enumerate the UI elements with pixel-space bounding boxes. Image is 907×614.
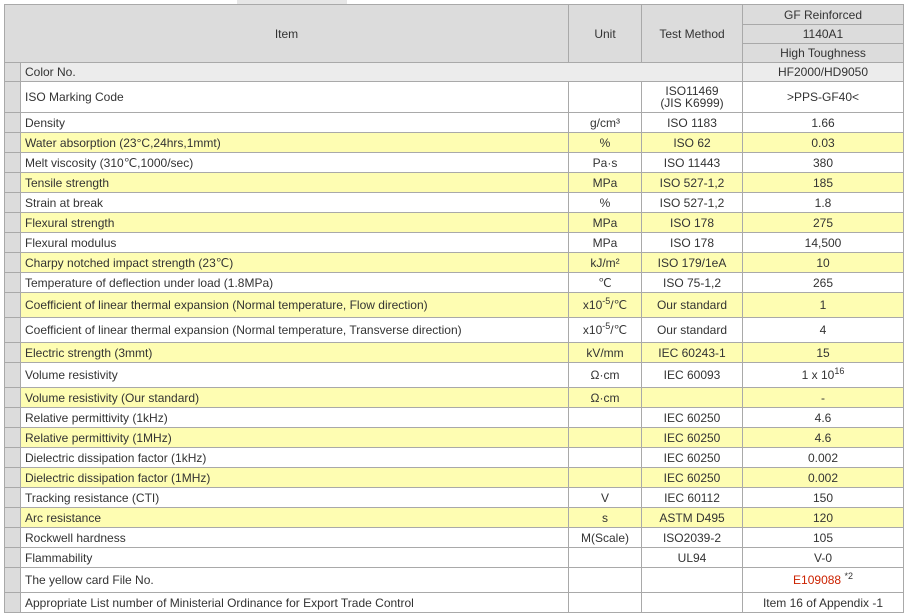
row-method: ISO 75-1,2 <box>642 273 743 293</box>
row-value: >PPS-GF40< <box>743 82 904 113</box>
row-unit: Pa·s <box>569 153 642 173</box>
unit-base: x10 <box>582 323 603 337</box>
row-value: 15 <box>743 343 904 363</box>
header-item: Item <box>5 5 569 63</box>
row-value: 4.6 <box>743 408 904 428</box>
row-method: UL94 <box>642 548 743 568</box>
row-stub <box>5 408 21 428</box>
row-unit <box>569 468 642 488</box>
row-item: ISO Marking Code <box>21 82 569 113</box>
unit-tail: /℃ <box>610 298 628 312</box>
table-row <box>5 408 904 428</box>
row-method <box>642 568 743 593</box>
row-item: Relative permittivity (1MHz) <box>21 428 569 448</box>
row-stub <box>5 363 21 388</box>
row-method: ISO 527-1,2 <box>642 193 743 213</box>
row-unit <box>569 428 642 448</box>
row-stub <box>5 273 21 293</box>
table-row <box>5 233 904 253</box>
row-value: Item 16 of Appendix -1 <box>743 593 904 613</box>
table-row <box>5 363 904 388</box>
row-value: 10 <box>743 253 904 273</box>
row-method: ASTM D495 <box>642 508 743 528</box>
row-stub <box>5 133 21 153</box>
header-grade-line1: GF Reinforced <box>743 5 904 25</box>
row-method: IEC 60250 <box>642 408 743 428</box>
table-row <box>5 153 904 173</box>
table-row <box>5 528 904 548</box>
row-unit: V <box>569 488 642 508</box>
table-row <box>5 113 904 133</box>
row-method: ISO 178 <box>642 233 743 253</box>
row-unit: s <box>569 508 642 528</box>
row-stub <box>5 568 21 593</box>
table-row <box>5 488 904 508</box>
row-item: Volume resistivity <box>21 363 569 388</box>
row-item: Appropriate List number of Ministerial Ordinance for Export Trade Control <box>21 593 569 613</box>
row-method: ISO 527-1,2 <box>642 173 743 193</box>
row-stub <box>5 448 21 468</box>
row-method <box>642 82 743 113</box>
unit-sup: -5 <box>602 321 611 331</box>
table-row <box>5 388 904 408</box>
row-method <box>642 388 743 408</box>
row-stub <box>5 318 21 343</box>
row-unit <box>569 593 642 613</box>
row-stub <box>5 388 21 408</box>
row-method: ISO2039-2 <box>642 528 743 548</box>
row-stub <box>5 233 21 253</box>
row-item: Color No. <box>21 63 743 82</box>
table-row <box>5 253 904 273</box>
row-stub <box>5 593 21 613</box>
row-value: 265 <box>743 273 904 293</box>
row-value: - <box>743 388 904 408</box>
table-row <box>5 448 904 468</box>
row-item: Relative permittivity (1kHz) <box>21 408 569 428</box>
method-line1: ISO11469 <box>665 84 719 98</box>
row-item: Melt viscosity (310℃,1000/sec) <box>21 153 569 173</box>
table-row <box>5 568 904 593</box>
row-unit <box>569 82 642 113</box>
row-stub <box>5 253 21 273</box>
row-item: Volume resistivity (Our standard) <box>21 388 569 408</box>
row-value: 0.002 <box>743 448 904 468</box>
row-unit <box>569 408 642 428</box>
unit-tail: /℃ <box>610 323 628 337</box>
row-value: 1.66 <box>743 113 904 133</box>
row-method: IEC 60250 <box>642 428 743 448</box>
row-value: 0.002 <box>743 468 904 488</box>
row-unit: MPa <box>569 173 642 193</box>
row-unit <box>569 568 642 593</box>
table-row <box>5 193 904 213</box>
row-stub <box>5 193 21 213</box>
row-value: 380 <box>743 153 904 173</box>
row-unit: % <box>569 193 642 213</box>
table-row <box>5 82 904 113</box>
row-method: ISO 62 <box>642 133 743 153</box>
row-item: Arc resistance <box>21 508 569 528</box>
table-row <box>5 318 904 343</box>
row-value: 150 <box>743 488 904 508</box>
row-stub <box>5 113 21 133</box>
row-stub <box>5 528 21 548</box>
row-stub <box>5 153 21 173</box>
row-value: 1 <box>743 293 904 318</box>
row-item: Coefficient of linear thermal expansion (Normal temperature, Transverse direction) <box>21 318 569 343</box>
row-item: Coefficient of linear thermal expansion (Normal temperature, Flow direction) <box>21 293 569 318</box>
row-value <box>743 568 904 593</box>
method-line2: (JIS K6999) <box>660 96 724 110</box>
row-stub <box>5 508 21 528</box>
row-value: 120 <box>743 508 904 528</box>
table-row <box>5 173 904 193</box>
table-row <box>5 548 904 568</box>
row-unit: Ω·cm <box>569 363 642 388</box>
row-item: Strain at break <box>21 193 569 213</box>
row-method: ISO 179/1eA <box>642 253 743 273</box>
row-stub <box>5 82 21 113</box>
row-method: IEC 60243-1 <box>642 343 743 363</box>
row-value: 14,500 <box>743 233 904 253</box>
table-row <box>5 468 904 488</box>
row-stub <box>5 343 21 363</box>
value-sup: 16 <box>834 366 845 376</box>
row-item: Charpy notched impact strength (23℃) <box>21 253 569 273</box>
row-unit: MPa <box>569 213 642 233</box>
unit-base: x10 <box>582 298 603 312</box>
row-method: ISO 1183 <box>642 113 743 133</box>
table-row <box>5 593 904 613</box>
row-unit <box>569 548 642 568</box>
row-item: Dielectric dissipation factor (1MHz) <box>21 468 569 488</box>
row-item: Water absorption (23°C,24hrs,1mmt) <box>21 133 569 153</box>
row-method: ISO 11443 <box>642 153 743 173</box>
row-unit <box>569 293 642 318</box>
row-value: 4 <box>743 318 904 343</box>
row-item: Dielectric dissipation factor (1kHz) <box>21 448 569 468</box>
row-item: Flexural modulus <box>21 233 569 253</box>
row-item: Density <box>21 113 569 133</box>
row-unit: M(Scale) <box>569 528 642 548</box>
row-value: 0.03 <box>743 133 904 153</box>
row-item: Temperature of deflection under load (1.8MPa) <box>21 273 569 293</box>
table-row <box>5 343 904 363</box>
row-unit: kJ/m² <box>569 253 642 273</box>
row-item: Tensile strength <box>21 173 569 193</box>
row-item: Electric strength (3mmt) <box>21 343 569 363</box>
unit-sup: -5 <box>602 296 611 306</box>
row-method: IEC 60093 <box>642 363 743 388</box>
row-item: The yellow card File No. <box>21 568 569 593</box>
row-stub <box>5 548 21 568</box>
row-value: 4.6 <box>743 428 904 448</box>
row-method <box>642 593 743 613</box>
table-row <box>5 428 904 448</box>
row-unit: % <box>569 133 642 153</box>
row-item: Flammability <box>21 548 569 568</box>
row-unit: MPa <box>569 233 642 253</box>
table-row <box>5 133 904 153</box>
row-method: ISO 178 <box>642 213 743 233</box>
row-stub <box>5 428 21 448</box>
row-item: Tracking resistance (CTI) <box>21 488 569 508</box>
header-test-method: Test Method <box>642 5 743 63</box>
table-row <box>5 63 904 82</box>
row-value: 105 <box>743 528 904 548</box>
row-value: 1.8 <box>743 193 904 213</box>
row-stub <box>5 213 21 233</box>
yellow-card-link[interactable]: E109088 <box>793 573 842 587</box>
row-method: IEC 60250 <box>642 468 743 488</box>
table-row <box>5 293 904 318</box>
table-row <box>5 273 904 293</box>
row-stub <box>5 468 21 488</box>
table-row <box>5 213 904 233</box>
row-value <box>743 363 904 388</box>
row-stub <box>5 173 21 193</box>
row-unit: Ω·cm <box>569 388 642 408</box>
row-item: Rockwell hardness <box>21 528 569 548</box>
row-method: Our standard <box>642 293 743 318</box>
row-unit <box>569 448 642 468</box>
header-grade-line3: High Toughness <box>743 44 904 63</box>
row-unit: ℃ <box>569 273 642 293</box>
row-method: IEC 60112 <box>642 488 743 508</box>
value-base: 1 x 10 <box>801 368 835 382</box>
footnote-mark: *2 <box>844 571 853 581</box>
row-stub <box>5 488 21 508</box>
row-item: Flexural strength <box>21 213 569 233</box>
header-grade-line2: 1140A1 <box>743 25 904 44</box>
row-value: 275 <box>743 213 904 233</box>
row-method: IEC 60250 <box>642 448 743 468</box>
property-table <box>4 4 904 613</box>
row-unit: kV/mm <box>569 343 642 363</box>
row-method: Our standard <box>642 318 743 343</box>
row-value: 185 <box>743 173 904 193</box>
row-value: V-0 <box>743 548 904 568</box>
row-stub <box>5 293 21 318</box>
row-unit: g/cm³ <box>569 113 642 133</box>
header-unit: Unit <box>569 5 642 63</box>
table-row <box>5 508 904 528</box>
row-stub <box>5 63 21 82</box>
row-unit <box>569 318 642 343</box>
row-value: HF2000/HD9050 <box>743 63 904 82</box>
